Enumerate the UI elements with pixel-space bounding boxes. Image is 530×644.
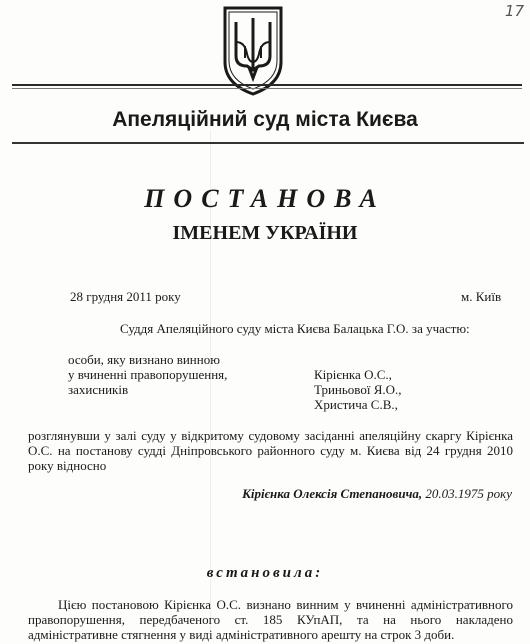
document-date: 28 грудня 2011 року <box>70 289 181 304</box>
participant-name-line: Кірієнка О.С., <box>314 367 392 382</box>
header-rule-thin <box>12 88 522 89</box>
document-city: м. Київ <box>461 289 502 304</box>
participant-role-line: у вчиненні правопорушення, <box>68 367 228 382</box>
participants-roles <box>68 352 227 397</box>
person-line <box>242 486 512 502</box>
participant-name-line: Христича С.В., <box>314 397 398 412</box>
person-birth-date: 20.03.1975 року <box>422 486 512 501</box>
judge-line: Суддя Апеляційного суду міста Києва Балацька Г.О. за участю: <box>120 321 470 336</box>
person-name: Кірієнка Олексія Степановича, <box>242 486 423 501</box>
main-paragraph: розглянувши у залі суду у відкритому судовому засіданні апеляційну скаргу Кірієнка О.С. на постанову судді Дніпровського районного суду м. Києва від 24 грудня 2010 року відносно <box>28 428 513 473</box>
court-name-underline <box>12 142 524 144</box>
participant-role-line: захисників <box>68 382 129 397</box>
in-name-of-ukraine: ІМЕНЕМ УКРАЇНИ <box>172 222 358 244</box>
court-name: Апеляційний суд міста Києва <box>112 108 418 131</box>
participants-names <box>314 367 402 412</box>
page-number: 17 <box>504 2 524 20</box>
participant-name-line: Триньової Я.О., <box>314 382 402 397</box>
header-rule-top <box>12 84 522 86</box>
established-heading: встановила: <box>206 565 324 581</box>
document-type-title: ПОСТАНОВА <box>144 184 386 213</box>
ruling-paragraph: Цією постановою Кірієнка О.С. визнано винним у вчиненні адміністративного правопорушення, передбаченого ст. 185 КУпАП, та на нього накладено адміністративне стягнення у виді адміністративного арешту на строк 3 доби. <box>28 597 513 642</box>
coat-of-arms-trident-icon <box>219 4 287 96</box>
participant-role-line: особи, яку визнано винною <box>68 352 220 367</box>
